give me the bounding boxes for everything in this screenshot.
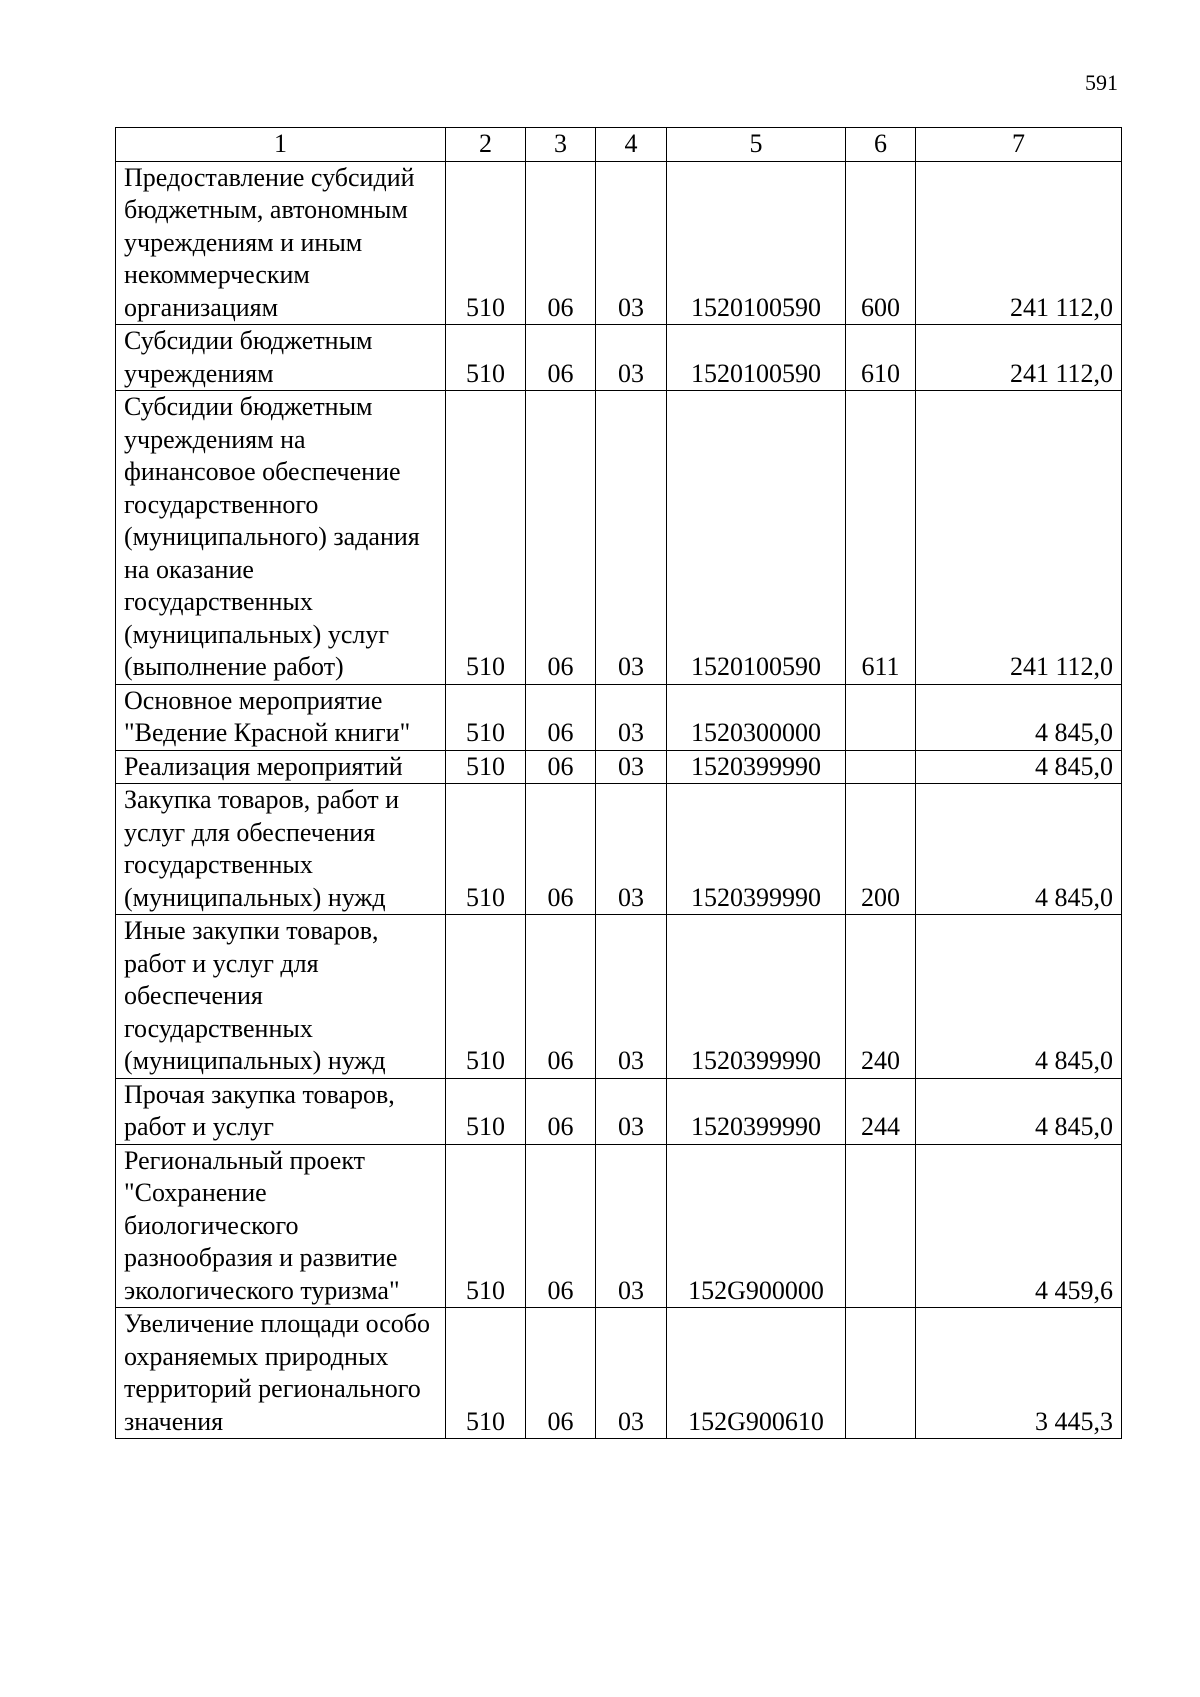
row-code-4: 03 <box>596 1144 667 1308</box>
row-name: Иные закупки товаров, работ и услуг для обеспечения государственных (муниципальных) нужд <box>116 915 446 1079</box>
table-row <box>116 684 1122 750</box>
row-code-3: 06 <box>526 1144 596 1308</box>
column-header: 5 <box>667 128 846 162</box>
row-code-5: 1520100590 <box>667 325 846 391</box>
row-code-3: 06 <box>526 391 596 685</box>
column-header: 4 <box>596 128 667 162</box>
table-row <box>116 1078 1122 1144</box>
row-code-2: 510 <box>446 915 526 1079</box>
row-code-2: 510 <box>446 684 526 750</box>
row-code-4: 03 <box>596 161 667 325</box>
row-amount: 4 845,0 <box>916 684 1122 750</box>
row-code-6: 200 <box>846 784 916 915</box>
row-code-2: 510 <box>446 1078 526 1144</box>
row-code-4: 03 <box>596 915 667 1079</box>
column-header: 6 <box>846 128 916 162</box>
row-code-6 <box>846 1308 916 1439</box>
row-code-2: 510 <box>446 1144 526 1308</box>
row-code-3: 06 <box>526 1308 596 1439</box>
row-name: Прочая закупка товаров, работ и услуг <box>116 1078 446 1144</box>
row-name: Реализация мероприятий <box>116 750 446 784</box>
row-code-6: 240 <box>846 915 916 1079</box>
row-code-2: 510 <box>446 391 526 685</box>
row-amount: 3 445,3 <box>916 1308 1122 1439</box>
row-amount: 241 112,0 <box>916 325 1122 391</box>
row-code-4: 03 <box>596 784 667 915</box>
table-row <box>116 750 1122 784</box>
row-name: Основное мероприятие "Ведение Красной книги" <box>116 684 446 750</box>
row-amount: 241 112,0 <box>916 161 1122 325</box>
row-code-4: 03 <box>596 684 667 750</box>
row-code-5: 1520399990 <box>667 915 846 1079</box>
row-name: Закупка товаров, работ и услуг для обеспечения государственных (муниципальных) нужд <box>116 784 446 915</box>
column-header: 1 <box>116 128 446 162</box>
row-amount: 4 845,0 <box>916 784 1122 915</box>
row-code-3: 06 <box>526 684 596 750</box>
row-code-3: 06 <box>526 784 596 915</box>
table-row <box>116 325 1122 391</box>
row-amount: 4 845,0 <box>916 915 1122 1079</box>
row-amount: 4 845,0 <box>916 1078 1122 1144</box>
row-name: Региональный проект "Сохранение биологического разнообразия и развитие экологического туризма" <box>116 1144 446 1308</box>
row-code-2: 510 <box>446 325 526 391</box>
table-row <box>116 391 1122 685</box>
row-code-3: 06 <box>526 1078 596 1144</box>
row-code-3: 06 <box>526 325 596 391</box>
table-row <box>116 161 1122 325</box>
row-code-6: 244 <box>846 1078 916 1144</box>
row-code-3: 06 <box>526 161 596 325</box>
table-row <box>116 915 1122 1079</box>
row-amount: 241 112,0 <box>916 391 1122 685</box>
table-header-row <box>116 128 1122 162</box>
row-code-3: 06 <box>526 915 596 1079</box>
row-code-5: 1520100590 <box>667 161 846 325</box>
row-amount: 4 459,6 <box>916 1144 1122 1308</box>
row-code-2: 510 <box>446 784 526 915</box>
row-code-4: 03 <box>596 1308 667 1439</box>
row-code-5: 1520399990 <box>667 750 846 784</box>
row-code-5: 152G900610 <box>667 1308 846 1439</box>
row-name: Предоставление субсидий бюджетным, автономным учреждениям и иным некоммерческим организациям <box>116 161 446 325</box>
row-code-4: 03 <box>596 391 667 685</box>
row-code-2: 510 <box>446 1308 526 1439</box>
row-code-6: 600 <box>846 161 916 325</box>
row-code-4: 03 <box>596 325 667 391</box>
row-code-5: 1520100590 <box>667 391 846 685</box>
row-code-4: 03 <box>596 750 667 784</box>
column-header: 2 <box>446 128 526 162</box>
row-code-4: 03 <box>596 1078 667 1144</box>
row-code-6: 611 <box>846 391 916 685</box>
row-code-5: 1520399990 <box>667 1078 846 1144</box>
row-code-5: 1520300000 <box>667 684 846 750</box>
column-header: 3 <box>526 128 596 162</box>
row-code-2: 510 <box>446 161 526 325</box>
column-header: 7 <box>916 128 1122 162</box>
row-name: Увеличение площади особо охраняемых природных территорий регионального значения <box>116 1308 446 1439</box>
row-name: Субсидии бюджетным учреждениям <box>116 325 446 391</box>
table-row <box>116 784 1122 915</box>
row-code-5: 1520399990 <box>667 784 846 915</box>
row-code-6 <box>846 750 916 784</box>
row-code-2: 510 <box>446 750 526 784</box>
budget-table <box>115 127 1122 1439</box>
row-code-6 <box>846 684 916 750</box>
row-code-6 <box>846 1144 916 1308</box>
table-row <box>116 1144 1122 1308</box>
row-amount: 4 845,0 <box>916 750 1122 784</box>
page-number: 591 <box>1085 70 1118 95</box>
table-row <box>116 1308 1122 1439</box>
row-name: Субсидии бюджетным учреждениям на финансовое обеспечение государственного (муниципального) задания на оказание государственных (муниципальных) услуг (выполнение работ) <box>116 391 446 685</box>
row-code-6: 610 <box>846 325 916 391</box>
row-code-3: 06 <box>526 750 596 784</box>
row-code-5: 152G900000 <box>667 1144 846 1308</box>
